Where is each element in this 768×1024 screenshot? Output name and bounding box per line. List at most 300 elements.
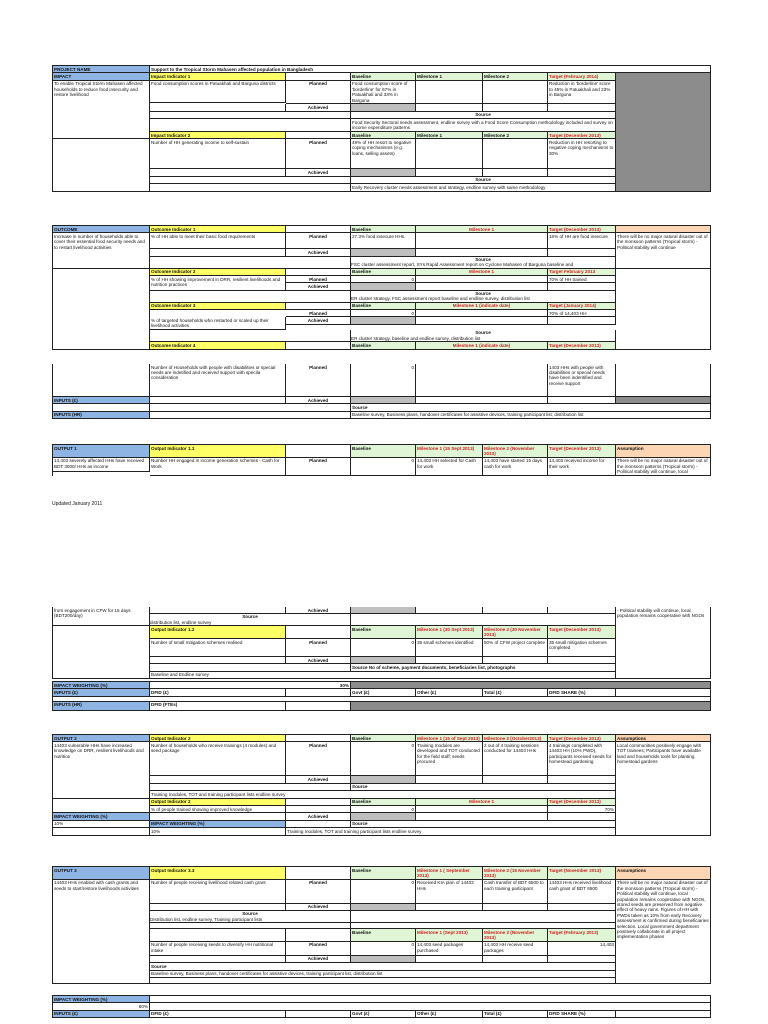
- impact-weighting-value: 30%: [150, 682, 351, 689]
- target-header: Target (December 2013): [548, 132, 616, 139]
- output-2-label: OUTPUT 2: [53, 735, 150, 742]
- target-header: Target (December 2013): [548, 342, 616, 349]
- table-cell: [351, 283, 416, 290]
- milestone-2-header: Milestone 2 (October2013): [483, 735, 548, 742]
- baseline-value: 49% of HH resort to negative coping mechanisms (e.g. loans, selling assets): [351, 139, 416, 169]
- source-label: Source: [150, 963, 616, 970]
- table-cell: [150, 664, 351, 671]
- table-cell: [483, 657, 548, 664]
- outcome-indicator-3-label: Outcome Indicator 3: [150, 303, 286, 310]
- target-value: 70% of HH trained: [548, 276, 616, 283]
- milestone-1-header: Milestone 1 ( September 2013): [416, 867, 483, 880]
- milestone-1-value: Received KIA plan of 14403 HHs: [416, 880, 483, 904]
- target-value: 70%: [548, 806, 616, 813]
- table-cell: [351, 104, 416, 111]
- impact-indicator-2-label: Impact Indicator 2: [150, 132, 286, 139]
- table-cell: [416, 104, 483, 111]
- table-cell: [150, 904, 286, 911]
- achieved-label: Achieved: [286, 169, 351, 176]
- target-value: Reduction in HH resorting to negative coping mechanisms to 30%: [548, 139, 616, 169]
- total-gbp-label: Total (£): [483, 689, 548, 696]
- baseline-value: 0: [351, 310, 416, 317]
- table-cell: [150, 169, 286, 176]
- table-cell: [150, 978, 616, 984]
- table-cell: [351, 904, 416, 911]
- table-cell: [548, 104, 616, 111]
- milestone-1-header: Milestone 1 (15 of Sept 2013): [416, 735, 483, 742]
- table-cell: [53, 139, 150, 191]
- impact-weighting-label: IMPACT WEIGHTING (%): [53, 996, 150, 1003]
- output-1-statement: 14,403 severely affected HHs have received BDT 3000/ HHs as income: [53, 458, 150, 472]
- dfid-share-label: DFID SHARE (%): [548, 1011, 616, 1018]
- table-cell: [616, 689, 711, 696]
- source-label: Source: [475, 290, 491, 296]
- target-value: 14403 HHs received livelihood cash grant of BDT 6500: [548, 880, 616, 904]
- baseline-value: 0: [351, 880, 416, 904]
- planned-label: Planned: [286, 458, 351, 476]
- milestone-1-header: Milestone 1: [416, 73, 483, 80]
- source-value: Distribution list, endline survey, Training participant lists: [150, 916, 263, 922]
- source-label: Source: [351, 821, 616, 828]
- target-value: 1403 HHs with people with disabilities or special needs have been indentified and receive support: [548, 364, 616, 397]
- table-cell: [548, 249, 616, 256]
- output-1-label: OUTPUT 1: [53, 445, 150, 458]
- table-cell: [150, 614, 351, 626]
- output-indicator-1-1-text: Number HH engaged in income generation schemes - Cash for Work: [150, 458, 286, 476]
- outcome-indicator-2-text: % of HH showing improvement in DRR, resilient livelihoods and nutrition practices: [150, 276, 286, 291]
- table-cell: [416, 139, 483, 169]
- table-cell: [150, 112, 351, 119]
- govt-gbp-label: Govt (£): [351, 689, 416, 696]
- target-value: 14,403 received income for their work: [548, 458, 616, 476]
- source-value: Baseline survey, Business plans, handover certificates for assistive devices, training participant list, distribution list: [351, 412, 711, 419]
- source-label: Source: [351, 177, 616, 184]
- table-cell: [351, 776, 416, 783]
- output-1-cont-table: [52, 607, 711, 679]
- table-cell: [150, 404, 351, 411]
- table-cell: [286, 73, 351, 80]
- table-cell: [150, 330, 351, 342]
- table-cell: [351, 317, 416, 324]
- outcome-table: [52, 225, 711, 350]
- target-header: Target (November 2013): [548, 867, 616, 880]
- target-header: Target (December 2013): [548, 799, 616, 806]
- table-cell: [416, 904, 483, 911]
- target-header: Target February 2013: [548, 269, 616, 276]
- achieved-label: Achieved: [286, 283, 351, 290]
- milestone-2-header: Milestone 2: [483, 73, 548, 80]
- table-cell: [548, 397, 616, 404]
- table-cell: [286, 626, 351, 639]
- baseline-value: 0: [351, 806, 416, 813]
- table-cell: [548, 169, 616, 176]
- target-header: Target (February 2014): [548, 73, 616, 80]
- inputs-gbp-label: INPUTS (£): [53, 689, 150, 696]
- baseline-header: Baseline: [351, 303, 416, 310]
- table-cell: [286, 342, 351, 349]
- table-cell: [483, 776, 548, 783]
- source-label: Source: [242, 614, 258, 620]
- table-cell: [53, 269, 150, 350]
- outcome-indicator-3-text: % of targeted households who restarted or scaled up their livelihood activities: [150, 317, 286, 330]
- source-value: FSC cluster assessment report, SYs Rapid Assessment report on Cyclone Mahasen of Barguna baseline and: [351, 262, 574, 268]
- table-cell: [483, 81, 548, 105]
- table-cell: [286, 689, 351, 696]
- planned-label: Planned: [286, 942, 351, 956]
- dfid-gbp-label: DFID (£): [150, 689, 286, 696]
- table-cell: [150, 911, 351, 923]
- impact-indicator-1-label: Impact Indicator 1: [150, 73, 286, 80]
- output-2-statement: 14403 vulnerable HHs have increased knowledge on DRR, resilient livelihoods and nutrition: [53, 742, 150, 798]
- source-label: Source: [351, 784, 616, 791]
- outcome-indicator-4-text: Number of Households with people with disabilities or special needs are indetified and received support with specila consideration: [150, 364, 286, 397]
- impact-weighting-label: IMPACT WEIGHTING (%): [53, 813, 150, 820]
- milestone-2-header: Milestone 2 (30 November 2013): [483, 626, 548, 639]
- output-indicator-2b-label: Output Indicator 2: [150, 799, 286, 806]
- milestone-1-header: Milestone 1 (indicate date): [416, 303, 548, 310]
- table-cell: [286, 799, 351, 806]
- table-cell: [548, 657, 616, 664]
- output-2-table: [52, 734, 711, 836]
- table-cell: [351, 257, 616, 269]
- impact-table: [52, 65, 711, 192]
- table-cell: [483, 904, 548, 911]
- source-value: ER cluster strategy, FSC assessment report baseline and endline survey, distribution list: [351, 296, 530, 302]
- table-cell: [616, 226, 711, 233]
- output-3-statement: 14403 HHs enabled with cash grants and seeds to start/restore livelihoods activities: [53, 880, 150, 984]
- output-indicator-3-3-text: Number of people receiving livelihood related cash grant: [150, 880, 286, 904]
- table-cell: [351, 397, 416, 404]
- table-cell: [416, 956, 483, 963]
- inputs-hr-label: INPUTS (HR): [53, 412, 150, 419]
- baseline-header: Baseline: [351, 269, 416, 276]
- baseline-value: 0: [351, 276, 416, 283]
- planned-label: Planned: [286, 364, 351, 397]
- table-cell: [351, 813, 416, 820]
- achieved-label: Achieved: [286, 776, 351, 783]
- outcome-indicator-1-label: Outcome Indicator 1: [150, 226, 286, 233]
- table-cell: [616, 73, 711, 191]
- table-cell: [416, 233, 548, 249]
- planned-label: Planned: [286, 276, 351, 283]
- milestone-2-value: 50% of CFW project complete: [483, 639, 548, 657]
- milestone-1-header: Milestone 1: [416, 269, 548, 276]
- achieved-label: Achieved: [286, 607, 351, 614]
- milestone-1-header: Milestone 1 (15 Sept 2013): [416, 445, 483, 458]
- assumptions-header: Assumptions: [616, 735, 711, 742]
- planned-label: Planned: [286, 233, 351, 249]
- output-2-assumption: Local communities positively engage with TOT trainees; Participants have available land and households tools for planting homestead gardens: [616, 742, 711, 835]
- target-value: 35 small mitigation schemes completed: [548, 639, 616, 657]
- assumptions-header: Assumptions: [616, 867, 711, 880]
- table-cell: [150, 412, 351, 419]
- table-cell: [616, 397, 711, 404]
- table-cell: [416, 310, 548, 317]
- achieved-label: Achieved: [286, 317, 351, 324]
- output-1-assumption: There will be no major natural disaster out of the monsoon patterns (Tropical storm) - Political stability will continue, local: [616, 458, 711, 476]
- table-cell: [416, 317, 548, 324]
- output-indicator-2-label: Output Indicator 2: [150, 735, 286, 742]
- outcome-assumption: There will be no major natural disaster out of the monsoon patterns (Tropical storm) - Political stability will continue: [616, 233, 711, 268]
- table-cell: [416, 364, 548, 397]
- milestone-1-value: 14,403 HH selected for Cash for work: [416, 458, 483, 476]
- table-cell: [53, 799, 150, 814]
- outcome-table-cont: [52, 364, 711, 419]
- milestone-1-header: Milestone 1: [416, 132, 483, 139]
- dfid-ftes-label: DFID (FTEs): [150, 702, 286, 711]
- planned-label: Planned: [286, 310, 351, 317]
- other-gbp-label: Other (£): [416, 689, 483, 696]
- inputs-gbp-label: INPUTS (£): [53, 1011, 150, 1018]
- target-header: Target (December 2013): [548, 226, 616, 233]
- milestone-2-value: 14,403 HH receive seed packages: [483, 942, 548, 956]
- table-cell: [53, 364, 150, 397]
- baseline-value: 0: [351, 942, 416, 956]
- milestone-1-header: Milestone 1 (Sept 2013): [416, 929, 483, 942]
- baseline-header: Baseline: [351, 799, 416, 806]
- impact-weighting-value: 10%: [150, 828, 286, 835]
- table-cell: [351, 330, 616, 342]
- achieved-label: Achieved: [286, 813, 351, 820]
- output-indicator-2-text: Number of households who receive trainings (4 modules) and seed package: [150, 742, 286, 776]
- output-1-table: [52, 444, 711, 476]
- inputs-gbp-label: INPUTS (£): [53, 397, 150, 404]
- output-1-weighting-table: [52, 681, 711, 711]
- table-cell: [548, 317, 616, 324]
- table-cell: [351, 169, 416, 176]
- source-label: Source: [475, 256, 491, 262]
- table-cell: [286, 867, 351, 880]
- table-cell: [150, 784, 351, 791]
- table-cell: [53, 404, 150, 411]
- table-cell: [150, 657, 286, 664]
- baseline-header: Baseline: [351, 735, 416, 742]
- impact-weighting-label: IMPACT WEIGHTING (%): [150, 821, 286, 828]
- table-cell: [150, 929, 286, 942]
- table-cell: [286, 821, 351, 828]
- source-value: Food Security Sectoral needs assessment, endline survey with a Food Score Consumption methodology included and survey on income expenditure patterns: [351, 119, 616, 132]
- baseline-value: 0: [351, 639, 416, 657]
- table-cell: [286, 735, 351, 742]
- milestone-2-value: 14,403 have started 15 days cash for work: [483, 458, 548, 476]
- table-cell: [53, 626, 150, 679]
- baseline-header: Baseline: [351, 342, 416, 349]
- table-cell: [150, 249, 286, 256]
- baseline-value: 0: [351, 364, 416, 397]
- target-header: Target (February 2013): [548, 929, 616, 942]
- table-cell: [416, 806, 548, 813]
- table-cell: [416, 776, 483, 783]
- milestone-2-header: Milestone 2 (15 November 2013): [483, 867, 548, 880]
- source-value: Early Recovery cluster needs assessment and strategy, endline survey with same methodology: [351, 184, 616, 191]
- table-cell: [150, 1003, 711, 1010]
- table-cell: [53, 828, 150, 835]
- output-3-assumption: There will be no major natural disaster out of the monsoon patterns (Tropical storm) - Political stability will continue, local population remains cooperative with NGOs, stored seeds are preserved from negative effect of heavy rains. Figures of HH with PWDs taken as 10% from early Recovery assessment is confirmed during beneficiaries selection. Local government department positively collaborate in all project implementation phases: [616, 880, 711, 984]
- output-indicator-1-1-label: Output Indicator 1.1: [150, 445, 286, 458]
- baseline-header: Baseline: [351, 929, 416, 942]
- table-cell: [150, 776, 286, 783]
- table-cell: [416, 813, 548, 820]
- outcome-indicator-2-label: Outcome Indicator 2: [150, 269, 286, 276]
- table-cell: [483, 104, 548, 111]
- impact-weighting-value: 60%: [53, 1003, 150, 1010]
- milestone-2-header: Milestone 2: [483, 132, 548, 139]
- table-cell: [616, 1011, 711, 1018]
- source-value: Baseline and Endline survey: [150, 672, 616, 679]
- output-indicator-1-2-text: Number of small mitigation schemes realised: [150, 639, 286, 657]
- table-cell: [483, 607, 548, 614]
- source-value: Training modules, TOT and training participant lists endline survey: [150, 791, 616, 798]
- table-cell: [416, 607, 483, 614]
- table-cell: [286, 806, 351, 813]
- achieved-label: Achieved: [286, 657, 351, 664]
- table-cell: [286, 1011, 351, 1018]
- table-cell: [416, 283, 548, 290]
- output-indicator-3-seeds-text: Number of people receiving seeds to diversify HH nutritional intake: [150, 942, 286, 956]
- milestone-1-value: Training modules are developed and TOT conducted for the field staff; seeds procured: [416, 742, 483, 776]
- table-cell: [286, 132, 351, 139]
- table-cell: [483, 139, 548, 169]
- table-cell: [150, 607, 286, 614]
- source-label: Source: [242, 911, 258, 917]
- table-cell: [416, 276, 548, 283]
- impact-indicator-2-text: Number of HH generating income to self-sustain: [150, 139, 286, 169]
- output-3-label: OUTPUT 3: [53, 867, 150, 880]
- achieved-label: Achieved: [286, 249, 351, 256]
- achieved-label: Achieved: [286, 397, 351, 404]
- outcome-label: OUTCOME: [53, 226, 150, 233]
- table-cell: [416, 397, 548, 404]
- table-cell: [351, 702, 711, 711]
- table-cell: [416, 657, 483, 664]
- output-1-assumption-cont: - Political stability will continue, local population remains cooperative with NGOs: [616, 607, 711, 679]
- outcome-indicator-4-label: Outcome Indicator 4: [150, 342, 286, 349]
- table-cell: [351, 911, 616, 923]
- baseline-header: Baseline: [351, 226, 416, 233]
- output-indicator-3-3-label: Output Indicator 3.3: [150, 867, 286, 880]
- table-cell: [150, 956, 286, 963]
- table-cell: [150, 291, 351, 303]
- table-cell: [286, 929, 351, 942]
- govt-gbp-label: Govt (£): [351, 1011, 416, 1018]
- table-cell: [416, 249, 548, 256]
- target-value: 4 trainings completed with 14403 HH (10% PWD), participants received seeds for homestead gardening: [548, 742, 616, 776]
- output-indicator-1-2-label: Output Indicator 1.2: [150, 626, 286, 639]
- table-cell: [150, 177, 351, 184]
- baseline-header: Baseline: [351, 445, 416, 458]
- achieved-label: Achieved: [286, 104, 351, 111]
- milestone-1-value: 14,403 seed packages purchased: [416, 942, 483, 956]
- milestone-2-header: Milestone 2 (November 2013): [483, 929, 548, 942]
- target-header: Target (December 2013): [548, 735, 616, 742]
- table-cell: [286, 445, 351, 458]
- table-cell: [150, 397, 286, 404]
- source-value: Baseline survey, Business plans, handover certificates for assistive devices, training participant list, distribution list: [150, 971, 616, 978]
- table-cell: [150, 257, 351, 269]
- table-cell: [616, 269, 711, 350]
- source-label: Source: [351, 112, 616, 119]
- source-value: Training modules, TOT and training participant lists endline survey: [286, 828, 616, 835]
- table-cell: [548, 776, 616, 783]
- table-cell: [351, 249, 416, 256]
- milestone-2-header: Milestone 2 (November 2013): [483, 445, 548, 458]
- dfid-gbp-label: DFID (£): [150, 1011, 286, 1018]
- baseline-header: Baseline: [351, 626, 416, 639]
- table-cell: [286, 269, 351, 276]
- planned-label: Planned: [286, 139, 351, 169]
- outcome-indicator-1-text: % of HH able to meet their basic food requirements: [150, 233, 286, 249]
- milestone-1-header: Milestone 1 (30 Sept 2013): [416, 626, 483, 639]
- baseline-value: 0: [351, 742, 416, 776]
- other-gbp-label: Other (£): [416, 1011, 483, 1018]
- target-header: Target (December 2013): [548, 626, 616, 639]
- output-1-statement-cont: from engagement in CFW for 15 days (BDT200/day): [53, 607, 150, 626]
- baseline-value: 0: [351, 458, 416, 476]
- achieved-label: Achieved: [286, 956, 351, 963]
- target-value: 70% of 14,403 HH: [548, 310, 616, 317]
- target-value: Reduction in 'borderline' score to 45% in Patuakhali and 23% in Barguna: [548, 81, 616, 105]
- table-cell: [416, 169, 483, 176]
- milestone-2-value: 2 out of 4 training sessions conducted for 14403 HHs: [483, 742, 548, 776]
- achieved-label: Achieved: [286, 904, 351, 911]
- impact-weighting-value: 10%: [53, 821, 150, 828]
- table-cell: [351, 657, 416, 664]
- table-cell: [286, 303, 351, 310]
- source-label: Source: [351, 404, 711, 411]
- output-indicator-2b-text: % of people trained showing improved knowledge: [150, 806, 286, 813]
- baseline-header: Baseline: [351, 867, 416, 880]
- table-cell: [416, 81, 483, 105]
- source-value: ER cluster strategy, baseline and endline survey, distribution list: [351, 335, 481, 341]
- table-cell: [548, 607, 616, 614]
- project-name-label: PROJECT NAME: [53, 66, 150, 73]
- table-cell: [548, 904, 616, 911]
- table-cell: [351, 956, 416, 963]
- outcome-statement: Increase in number of households able to cover their essential food security needs and to restart livelihood activities: [53, 233, 150, 268]
- output-3-table: [52, 866, 711, 984]
- source-label: Source: [475, 330, 491, 336]
- planned-label: Planned: [286, 639, 351, 657]
- table-cell: [483, 169, 548, 176]
- impact-indicator-1-text: Food consumption scores in Patuakhali and Barguna districts: [150, 81, 286, 103]
- baseline-header: Baseline: [351, 132, 416, 139]
- table-cell: [548, 283, 616, 290]
- impact-weighting-label: IMPACT WEIGHTING (%): [53, 682, 150, 689]
- planned-label: Planned: [286, 81, 351, 105]
- total-gbp-label: Total (£): [483, 1011, 548, 1018]
- baseline-header: Baseline: [351, 73, 416, 80]
- output-3-weighting-table: [52, 995, 711, 1018]
- table-cell: [351, 682, 711, 689]
- updated-note: Updated January 2011: [52, 501, 103, 507]
- milestone-1-header: Milestone 1: [416, 799, 548, 806]
- milestone-1-header: Milestone 1: [416, 226, 548, 233]
- impact-statement: To enable Tropical Storm Mahasen affected households to reduce food insecurity and restore livelihood: [53, 81, 150, 140]
- table-cell: [548, 956, 616, 963]
- project-name-value: Support to the Tropical Storm Mahasen affected population in Bangladesh: [150, 66, 711, 73]
- table-cell: [286, 226, 351, 233]
- impact-label: IMPACT: [53, 73, 150, 80]
- assumption-header: Assumption: [616, 445, 711, 458]
- planned-label: Planned: [286, 880, 351, 904]
- baseline-value: 27.3% food insecure HHs.: [351, 233, 416, 249]
- table-cell: [150, 119, 351, 132]
- target-value: 16% of HH are food insecure: [548, 233, 616, 249]
- dfid-share-label: DFID SHARE (%): [548, 689, 616, 696]
- target-header: Target (December 2013): [548, 445, 616, 458]
- source-value: distribution list, endline survey: [150, 619, 212, 625]
- table-cell: [351, 607, 416, 614]
